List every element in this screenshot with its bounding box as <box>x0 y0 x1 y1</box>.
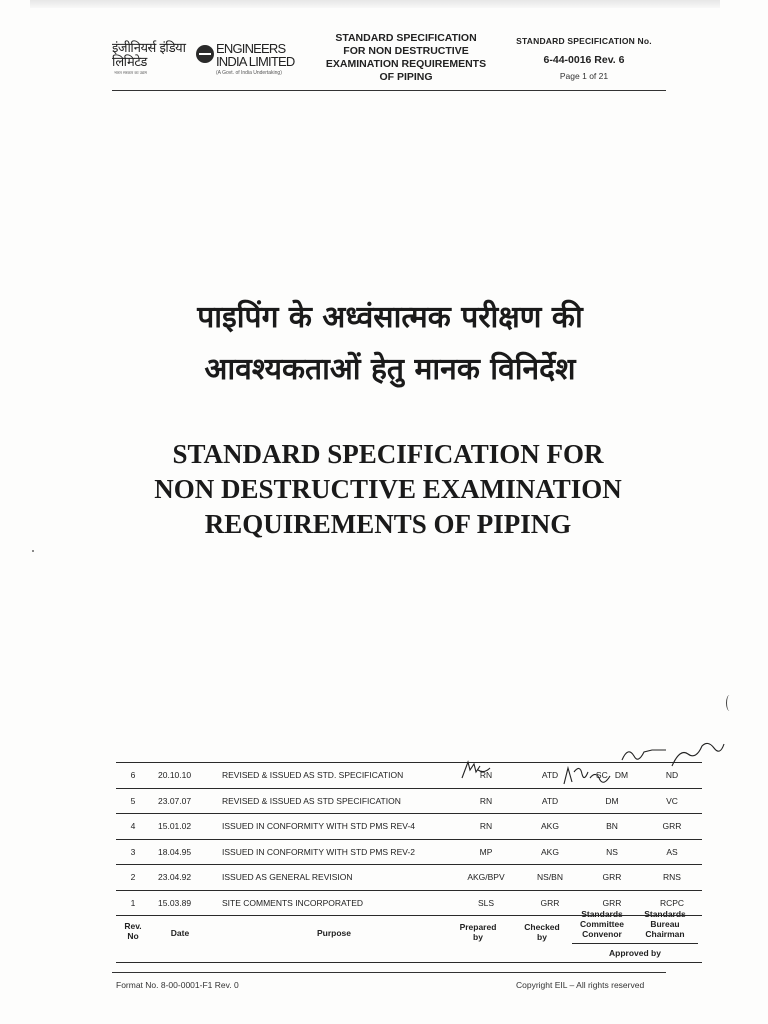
rev-cell: 5 <box>116 788 150 814</box>
rev-cell: 3 <box>116 839 150 865</box>
purpose-cell: ISSUED IN CONFORMITY WITH STD PMS REV-4 <box>222 814 454 840</box>
hindi-title-line: पाइपिंग के अध्वंसात्मक परीक्षण की <box>197 300 583 335</box>
checked-cell: ATD <box>518 788 582 814</box>
checked-signature <box>560 760 614 790</box>
format-number: Format No. 8-00-0001-F1 Rev. 0 <box>116 980 239 990</box>
purpose-cell: ISSUED IN CONFORMITY WITH STD PMS REV-2 <box>222 839 454 865</box>
header-rev-no: Rev. No <box>124 921 142 941</box>
convenor-cell: GRR <box>582 890 642 916</box>
prepared-cell: RN <box>454 814 518 840</box>
logo-english-line2: INDIA LIMITED <box>216 54 295 69</box>
chairman-cell: ND <box>642 763 702 789</box>
date-cell: 15.03.89 <box>150 890 222 916</box>
date-cell: 15.01.02 <box>150 814 222 840</box>
hindi-title-line: आवश्यकताओं हेतु मानक विनिर्देश <box>204 352 576 387</box>
rev-cell: 1 <box>116 890 150 916</box>
rev-cell: 6 <box>116 763 150 789</box>
table-bottom-divider <box>116 962 702 963</box>
chairman-cell: AS <box>642 839 702 865</box>
scan-artifact <box>30 0 720 8</box>
checked-cell: AKG <box>518 814 582 840</box>
document-title <box>80 437 696 542</box>
page-number: Page 1 of 21 <box>559 71 609 81</box>
scan-speck <box>32 550 34 552</box>
prepared-cell: MP <box>454 839 518 865</box>
document-title-line: NON DESTRUCTIVE EXAMINATION <box>154 474 622 504</box>
convenor-cell: BN <box>582 814 642 840</box>
hindi-title <box>100 292 680 396</box>
prepared-cell: RN <box>454 763 518 789</box>
company-logo <box>112 42 302 78</box>
document-title-line: STANDARD SPECIFICATION FOR <box>172 439 604 469</box>
date-cell: 23.07.07 <box>150 788 222 814</box>
document-title-line: REQUIREMENTS OF PIPING <box>204 509 572 539</box>
prepared-cell: AKG/BPV <box>454 865 518 891</box>
logo-english-name <box>216 42 294 68</box>
header-committee-convenor: Standards Committee Convenor <box>580 909 624 939</box>
table-header <box>116 909 702 947</box>
header-prepared-by: Prepared by <box>459 922 497 942</box>
logo-emblem-icon <box>196 45 214 63</box>
copyright-notice: Copyright EIL – All rights reserved <box>516 980 645 990</box>
convenor-cell: GRR <box>582 865 642 891</box>
header-purpose: Purpose <box>316 928 351 938</box>
header-date: Date <box>170 928 190 938</box>
logo-hindi-name: इंजीनियर्स इंडिया लिमिटेड <box>112 41 186 70</box>
header-title <box>308 32 504 84</box>
table-row <box>116 865 702 891</box>
revision-table <box>116 762 702 916</box>
approver-signature <box>618 738 728 772</box>
rev-cell: 2 <box>116 865 150 891</box>
rev-cell: 4 <box>116 814 150 840</box>
document-header <box>112 30 666 90</box>
spec-number: 6-44-0016 Rev. 6 <box>543 54 625 66</box>
header-title-line: FOR NON DESTRUCTIVE <box>343 45 469 57</box>
table-row <box>116 788 702 814</box>
purpose-cell: ISSUED AS GENERAL REVISION <box>222 865 454 891</box>
header-bureau-chairman: Standards Bureau Chairman <box>644 909 686 939</box>
chairman-extra-value: DM <box>614 770 629 781</box>
scan-mark <box>726 695 733 711</box>
chairman-cell: GRR <box>642 814 702 840</box>
date-cell: 20.10.10 <box>150 763 222 789</box>
header-checked-by: Checked by <box>524 922 560 942</box>
spec-info <box>502 36 666 81</box>
purpose-cell: SITE COMMENTS INCORPORATED <box>222 890 454 916</box>
convenor-value: SC <box>595 770 608 781</box>
footer-divider <box>112 972 666 973</box>
header-divider <box>112 90 666 91</box>
header-title-line: STANDARD SPECIFICATION <box>335 32 477 44</box>
spec-label: STANDARD SPECIFICATION No. <box>516 36 652 46</box>
header-title-line: OF PIPING <box>379 71 433 83</box>
approved-by-label: Approved by <box>609 948 661 958</box>
table-row <box>116 763 702 789</box>
chairman-cell: VC <box>642 788 702 814</box>
logo-hindi-subtitle: भारत सरकार का उद्यम <box>114 70 147 75</box>
table-row <box>116 839 702 865</box>
checked-cell: GRR <box>518 890 582 916</box>
prepared-cell: RN <box>454 788 518 814</box>
prepared-cell: SLS <box>454 890 518 916</box>
header-title-line: EXAMINATION REQUIREMENTS <box>325 58 487 70</box>
date-cell: 23.04.92 <box>150 865 222 891</box>
checked-cell: NS/BN <box>518 865 582 891</box>
table-row <box>116 814 702 840</box>
chairman-cell: RCPC <box>642 890 702 916</box>
date-cell: 18.04.95 <box>150 839 222 865</box>
purpose-cell: REVISED & ISSUED AS STD. SPECIFICATION <box>222 763 454 789</box>
checked-cell: ATD <box>518 763 582 789</box>
chairman-cell: RNS <box>642 865 702 891</box>
purpose-cell: REVISED & ISSUED AS STD SPECIFICATION <box>222 788 454 814</box>
approved-divider <box>572 943 698 944</box>
prepared-signature <box>458 756 494 782</box>
convenor-cell: NS <box>582 839 642 865</box>
convenor-cell: DM <box>582 788 642 814</box>
logo-english-subtitle: (A Govt. of India Undertaking) <box>216 70 282 76</box>
logo-english-line1: ENGINEERS <box>216 41 286 56</box>
checked-cell: AKG <box>518 839 582 865</box>
